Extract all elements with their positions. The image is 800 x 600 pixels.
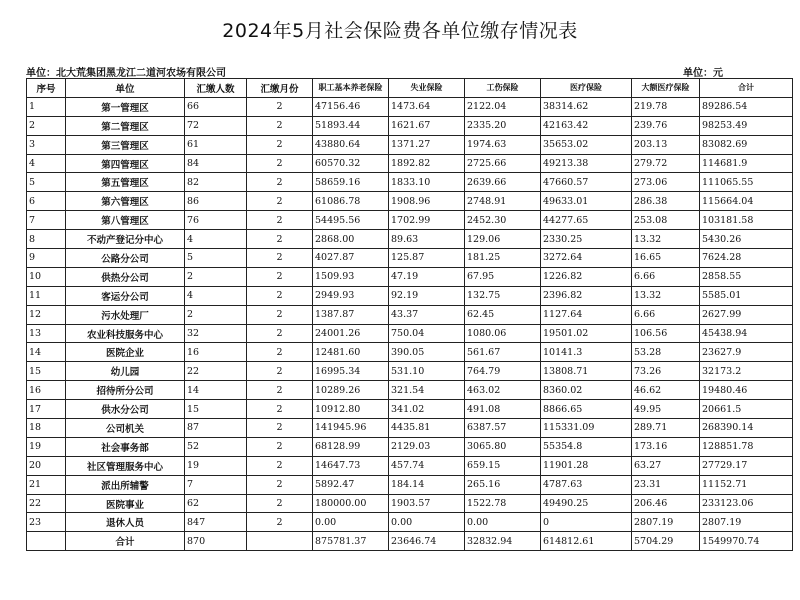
- unit-name-cell: 幼儿园: [66, 362, 185, 381]
- table-row: [27, 286, 793, 305]
- medical-amount-cell: 42163.42: [541, 116, 632, 135]
- headcount-cell: 87: [185, 419, 247, 438]
- unemployment-amount-cell: 1908.96: [389, 192, 465, 211]
- major-medical-amount-cell: 173.16: [632, 437, 700, 456]
- organization-label: 单位：北大荒集团黑龙江二道河农场有限公司: [26, 68, 226, 79]
- row-number-cell: 15: [27, 362, 66, 381]
- unemployment-amount-cell: 1833.10: [389, 173, 465, 192]
- unemployment-amount-cell: 531.10: [389, 362, 465, 381]
- injury-amount-cell: 1522.78: [465, 494, 541, 513]
- medical-amount-cell: 115331.09: [541, 419, 632, 438]
- months-cell: 2: [247, 267, 313, 286]
- header-cell: 单位: [66, 79, 185, 98]
- table-row: [27, 173, 793, 192]
- total-amount-cell: 20661.5: [700, 400, 793, 419]
- unemployment-amount-cell: 43.37: [389, 305, 465, 324]
- unemployment-amount-cell: 1473.64: [389, 97, 465, 116]
- months-cell: 2: [247, 154, 313, 173]
- headcount-cell: 7: [185, 475, 247, 494]
- major-medical-amount-cell: 286.38: [632, 192, 700, 211]
- headcount-cell: 72: [185, 116, 247, 135]
- injury-amount-cell: 561.67: [465, 343, 541, 362]
- major-medical-amount-cell: 2807.19: [632, 513, 700, 532]
- pension-amount-cell: 51893.44: [313, 116, 389, 135]
- table-row: [27, 97, 793, 116]
- pension-amount-cell: 875781.37: [313, 532, 389, 551]
- total-amount-cell: 128851.78: [700, 437, 793, 456]
- headcount-cell: 2: [185, 305, 247, 324]
- unit-name-cell: 社会事务部: [66, 437, 185, 456]
- major-medical-amount-cell: 16.65: [632, 249, 700, 268]
- total-amount-cell: 23627.9: [700, 343, 793, 362]
- headcount-cell: 14: [185, 381, 247, 400]
- table-row: [27, 494, 793, 513]
- medical-amount-cell: 55354.8: [541, 437, 632, 456]
- row-number-cell: 14: [27, 343, 66, 362]
- unemployment-amount-cell: 0.00: [389, 513, 465, 532]
- pension-amount-cell: 2949.93: [313, 286, 389, 305]
- header-cell: 医疗保险: [541, 79, 632, 98]
- total-amount-cell: 268390.14: [700, 419, 793, 438]
- major-medical-amount-cell: 46.62: [632, 381, 700, 400]
- injury-amount-cell: 659.15: [465, 456, 541, 475]
- pension-amount-cell: 12481.60: [313, 343, 389, 362]
- medical-amount-cell: 49490.25: [541, 494, 632, 513]
- header-cell: 失业保险: [389, 79, 465, 98]
- headcount-cell: 76: [185, 211, 247, 230]
- major-medical-amount-cell: 23.31: [632, 475, 700, 494]
- table-row: [27, 437, 793, 456]
- total-amount-cell: 103181.58: [700, 211, 793, 230]
- row-number-cell: 6: [27, 192, 66, 211]
- pension-amount-cell: 10912.80: [313, 400, 389, 419]
- total-amount-cell: 89286.54: [700, 97, 793, 116]
- row-number-cell: 4: [27, 154, 66, 173]
- medical-amount-cell: 1226.82: [541, 267, 632, 286]
- unit-name-cell: 客运分公司: [66, 286, 185, 305]
- months-cell: 2: [247, 305, 313, 324]
- headcount-cell: 32: [185, 324, 247, 343]
- unemployment-amount-cell: 92.19: [389, 286, 465, 305]
- months-cell: 2: [247, 116, 313, 135]
- summary-label-cell: 合计: [66, 532, 185, 551]
- injury-amount-cell: 2122.04: [465, 97, 541, 116]
- major-medical-amount-cell: 273.06: [632, 173, 700, 192]
- unemployment-amount-cell: 390.05: [389, 343, 465, 362]
- medical-amount-cell: 11901.28: [541, 456, 632, 475]
- major-medical-amount-cell: 63.27: [632, 456, 700, 475]
- major-medical-amount-cell: 206.46: [632, 494, 700, 513]
- months-cell: 2: [247, 513, 313, 532]
- months-cell: [247, 532, 313, 551]
- total-amount-cell: 5585.01: [700, 286, 793, 305]
- injury-amount-cell: 1974.63: [465, 135, 541, 154]
- headcount-cell: 4: [185, 230, 247, 249]
- unit-name-cell: 第四管理区: [66, 154, 185, 173]
- major-medical-amount-cell: 13.32: [632, 230, 700, 249]
- unemployment-amount-cell: 47.19: [389, 267, 465, 286]
- medical-amount-cell: 13808.71: [541, 362, 632, 381]
- pension-amount-cell: 1387.87: [313, 305, 389, 324]
- unit-name-cell: 招待所分公司: [66, 381, 185, 400]
- headcount-cell: 86: [185, 192, 247, 211]
- major-medical-amount-cell: 203.13: [632, 135, 700, 154]
- table-row: [27, 154, 793, 173]
- headcount-cell: 2: [185, 267, 247, 286]
- total-amount-cell: 98253.49: [700, 116, 793, 135]
- unemployment-amount-cell: 750.04: [389, 324, 465, 343]
- injury-amount-cell: 32832.94: [465, 532, 541, 551]
- pension-amount-cell: 16995.34: [313, 362, 389, 381]
- major-medical-amount-cell: 106.56: [632, 324, 700, 343]
- unit-name-cell: 农业科技服务中心: [66, 324, 185, 343]
- table-row: [27, 116, 793, 135]
- major-medical-amount-cell: 239.76: [632, 116, 700, 135]
- total-amount-cell: 1549970.74: [700, 532, 793, 551]
- unit-name-cell: 第六管理区: [66, 192, 185, 211]
- unemployment-amount-cell: 125.87: [389, 249, 465, 268]
- row-number-cell: 2: [27, 116, 66, 135]
- table-row: [27, 192, 793, 211]
- header-cell: 工伤保险: [465, 79, 541, 98]
- header-cell: 序号: [27, 79, 66, 98]
- unit-name-cell: 第一管理区: [66, 97, 185, 116]
- medical-amount-cell: 35653.02: [541, 135, 632, 154]
- table-row: [27, 475, 793, 494]
- table-row: [27, 419, 793, 438]
- unit-name-cell: 医院事业: [66, 494, 185, 513]
- unit-name-cell: 第二管理区: [66, 116, 185, 135]
- injury-amount-cell: 2452.30: [465, 211, 541, 230]
- row-number-cell: 16: [27, 381, 66, 400]
- unemployment-amount-cell: 457.74: [389, 456, 465, 475]
- header-cell: 汇缴人数: [185, 79, 247, 98]
- medical-amount-cell: 44277.65: [541, 211, 632, 230]
- headcount-cell: 15: [185, 400, 247, 419]
- months-cell: 2: [247, 97, 313, 116]
- injury-amount-cell: 3065.80: [465, 437, 541, 456]
- months-cell: 2: [247, 456, 313, 475]
- major-medical-amount-cell: 6.66: [632, 305, 700, 324]
- header-cell: 职工基本养老保险: [313, 79, 389, 98]
- months-cell: 2: [247, 192, 313, 211]
- medical-amount-cell: 49633.01: [541, 192, 632, 211]
- unemployment-amount-cell: 341.02: [389, 400, 465, 419]
- medical-amount-cell: 47660.57: [541, 173, 632, 192]
- table-row: [27, 400, 793, 419]
- row-number-cell: 20: [27, 456, 66, 475]
- major-medical-amount-cell: 6.66: [632, 267, 700, 286]
- major-medical-amount-cell: 5704.29: [632, 532, 700, 551]
- unemployment-amount-cell: 89.63: [389, 230, 465, 249]
- injury-amount-cell: 67.95: [465, 267, 541, 286]
- row-number-cell: 11: [27, 286, 66, 305]
- medical-amount-cell: 0: [541, 513, 632, 532]
- table-row: [27, 230, 793, 249]
- medical-amount-cell: 1127.64: [541, 305, 632, 324]
- total-amount-cell: 45438.94: [700, 324, 793, 343]
- unemployment-amount-cell: 4435.81: [389, 419, 465, 438]
- medical-amount-cell: 49213.38: [541, 154, 632, 173]
- table-row: [27, 513, 793, 532]
- total-amount-cell: 2627.99: [700, 305, 793, 324]
- pension-amount-cell: 54495.56: [313, 211, 389, 230]
- headcount-cell: 62: [185, 494, 247, 513]
- row-number-cell: 9: [27, 249, 66, 268]
- unit-name-cell: 派出所辅警: [66, 475, 185, 494]
- total-amount-cell: 19480.46: [700, 381, 793, 400]
- headcount-cell: 16: [185, 343, 247, 362]
- table-row: [27, 324, 793, 343]
- pension-amount-cell: 58659.16: [313, 173, 389, 192]
- pension-amount-cell: 4027.87: [313, 249, 389, 268]
- total-amount-cell: 233123.06: [700, 494, 793, 513]
- pension-amount-cell: 24001.26: [313, 324, 389, 343]
- row-number-cell: 7: [27, 211, 66, 230]
- total-amount-cell: 115664.04: [700, 192, 793, 211]
- medical-amount-cell: 8360.02: [541, 381, 632, 400]
- unemployment-amount-cell: 321.54: [389, 381, 465, 400]
- unemployment-amount-cell: 23646.74: [389, 532, 465, 551]
- pension-amount-cell: 10289.26: [313, 381, 389, 400]
- medical-amount-cell: 3272.64: [541, 249, 632, 268]
- row-number-cell: 13: [27, 324, 66, 343]
- medical-amount-cell: 38314.62: [541, 97, 632, 116]
- pension-amount-cell: 61086.78: [313, 192, 389, 211]
- total-amount-cell: 7624.28: [700, 249, 793, 268]
- unit-name-cell: 第三管理区: [66, 135, 185, 154]
- major-medical-amount-cell: 73.26: [632, 362, 700, 381]
- injury-amount-cell: 764.79: [465, 362, 541, 381]
- major-medical-amount-cell: 279.72: [632, 154, 700, 173]
- row-number-cell: 22: [27, 494, 66, 513]
- pension-amount-cell: 60570.32: [313, 154, 389, 173]
- injury-amount-cell: 132.75: [465, 286, 541, 305]
- headcount-cell: 4: [185, 286, 247, 305]
- injury-amount-cell: 463.02: [465, 381, 541, 400]
- injury-amount-cell: 62.45: [465, 305, 541, 324]
- header-cell: 合计: [700, 79, 793, 98]
- total-amount-cell: 111065.55: [700, 173, 793, 192]
- months-cell: 2: [247, 324, 313, 343]
- pension-amount-cell: 68128.99: [313, 437, 389, 456]
- table-row: [27, 267, 793, 286]
- months-cell: 2: [247, 230, 313, 249]
- pension-amount-cell: 2868.00: [313, 230, 389, 249]
- table-row: [27, 381, 793, 400]
- months-cell: 2: [247, 381, 313, 400]
- table-row: [27, 135, 793, 154]
- total-amount-cell: 114681.9: [700, 154, 793, 173]
- headcount-cell: 22: [185, 362, 247, 381]
- pension-amount-cell: 5892.47: [313, 475, 389, 494]
- table-row: [27, 249, 793, 268]
- unit-name-cell: 污水处理厂: [66, 305, 185, 324]
- injury-amount-cell: 2639.66: [465, 173, 541, 192]
- pension-amount-cell: 47156.46: [313, 97, 389, 116]
- months-cell: 2: [247, 437, 313, 456]
- pension-amount-cell: 180000.00: [313, 494, 389, 513]
- row-number-cell: 21: [27, 475, 66, 494]
- headcount-cell: 66: [185, 97, 247, 116]
- medical-amount-cell: 2330.25: [541, 230, 632, 249]
- unit-name-cell: 医院企业: [66, 343, 185, 362]
- row-number-cell: 10: [27, 267, 66, 286]
- major-medical-amount-cell: 219.78: [632, 97, 700, 116]
- months-cell: 2: [247, 343, 313, 362]
- table-body: [27, 97, 793, 550]
- pension-amount-cell: 43880.64: [313, 135, 389, 154]
- injury-amount-cell: 491.08: [465, 400, 541, 419]
- row-number-cell: 8: [27, 230, 66, 249]
- table-row: [27, 211, 793, 230]
- total-amount-cell: 2858.55: [700, 267, 793, 286]
- row-number-cell: 1: [27, 97, 66, 116]
- months-cell: 2: [247, 249, 313, 268]
- total-amount-cell: 27729.17: [700, 456, 793, 475]
- medical-amount-cell: 614812.61: [541, 532, 632, 551]
- unemployment-amount-cell: 1371.27: [389, 135, 465, 154]
- months-cell: 2: [247, 286, 313, 305]
- injury-amount-cell: 2725.66: [465, 154, 541, 173]
- months-cell: 2: [247, 362, 313, 381]
- pension-amount-cell: 1509.93: [313, 267, 389, 286]
- injury-amount-cell: 0.00: [465, 513, 541, 532]
- injury-amount-cell: 2748.91: [465, 192, 541, 211]
- unit-name-cell: 第五管理区: [66, 173, 185, 192]
- total-amount-cell: 83082.69: [700, 135, 793, 154]
- headcount-cell: 5: [185, 249, 247, 268]
- unemployment-amount-cell: 1621.67: [389, 116, 465, 135]
- pension-amount-cell: 14647.73: [313, 456, 389, 475]
- unemployment-amount-cell: 1892.82: [389, 154, 465, 173]
- table-row: [27, 305, 793, 324]
- row-number-cell: 5: [27, 173, 66, 192]
- row-number-cell: 17: [27, 400, 66, 419]
- injury-amount-cell: 265.16: [465, 475, 541, 494]
- row-number-cell: 18: [27, 419, 66, 438]
- unemployment-amount-cell: 1903.57: [389, 494, 465, 513]
- table-row: [27, 362, 793, 381]
- pension-amount-cell: 141945.96: [313, 419, 389, 438]
- months-cell: 2: [247, 173, 313, 192]
- unemployment-amount-cell: 184.14: [389, 475, 465, 494]
- months-cell: 2: [247, 419, 313, 438]
- injury-amount-cell: 6387.57: [465, 419, 541, 438]
- unit-name-cell: 第八管理区: [66, 211, 185, 230]
- headcount-cell: 82: [185, 173, 247, 192]
- months-cell: 2: [247, 475, 313, 494]
- medical-amount-cell: 19501.02: [541, 324, 632, 343]
- injury-amount-cell: 129.06: [465, 230, 541, 249]
- table-row: [27, 343, 793, 362]
- injury-amount-cell: 1080.06: [465, 324, 541, 343]
- major-medical-amount-cell: 253.08: [632, 211, 700, 230]
- major-medical-amount-cell: 53.28: [632, 343, 700, 362]
- major-medical-amount-cell: 289.71: [632, 419, 700, 438]
- medical-amount-cell: 2396.82: [541, 286, 632, 305]
- row-number-cell: 19: [27, 437, 66, 456]
- unit-name-cell: 供水分公司: [66, 400, 185, 419]
- major-medical-amount-cell: 13.32: [632, 286, 700, 305]
- injury-amount-cell: 2335.20: [465, 116, 541, 135]
- unit-name-cell: 社区管理服务中心: [66, 456, 185, 475]
- header-cell: 汇缴月份: [247, 79, 313, 98]
- headcount-cell: 19: [185, 456, 247, 475]
- row-number-cell: [27, 532, 66, 551]
- unemployment-amount-cell: 2129.03: [389, 437, 465, 456]
- months-cell: 2: [247, 211, 313, 230]
- medical-amount-cell: 4787.63: [541, 475, 632, 494]
- table-row: [27, 456, 793, 475]
- row-number-cell: 3: [27, 135, 66, 154]
- headcount-cell: 52: [185, 437, 247, 456]
- months-cell: 2: [247, 135, 313, 154]
- months-cell: 2: [247, 400, 313, 419]
- page-title: 2024年5月社会保险费各单位缴存情况表: [222, 20, 578, 42]
- major-medical-amount-cell: 49.95: [632, 400, 700, 419]
- unit-name-cell: 公路分公司: [66, 249, 185, 268]
- row-number-cell: 23: [27, 513, 66, 532]
- medical-amount-cell: 10141.3: [541, 343, 632, 362]
- row-number-cell: 12: [27, 305, 66, 324]
- medical-amount-cell: 8866.65: [541, 400, 632, 419]
- contribution-table: [26, 78, 793, 551]
- headcount-cell: 870: [185, 532, 247, 551]
- unemployment-amount-cell: 1702.99: [389, 211, 465, 230]
- total-amount-cell: 5430.26: [700, 230, 793, 249]
- total-amount-cell: 2807.19: [700, 513, 793, 532]
- summary-row: [27, 532, 793, 551]
- headcount-cell: 84: [185, 154, 247, 173]
- unit-name-cell: 不动产登记分中心: [66, 230, 185, 249]
- unit-name-cell: 退休人员: [66, 513, 185, 532]
- injury-amount-cell: 181.25: [465, 249, 541, 268]
- headcount-cell: 61: [185, 135, 247, 154]
- unit-name-cell: 公司机关: [66, 419, 185, 438]
- headcount-cell: 847: [185, 513, 247, 532]
- currency-label: 单位：元: [683, 68, 723, 79]
- header-cell: 大额医疗保险: [632, 79, 700, 98]
- table-header-row: [27, 79, 793, 98]
- unit-name-cell: 供热分公司: [66, 267, 185, 286]
- total-amount-cell: 32173.2: [700, 362, 793, 381]
- months-cell: 2: [247, 494, 313, 513]
- pension-amount-cell: 0.00: [313, 513, 389, 532]
- total-amount-cell: 11152.71: [700, 475, 793, 494]
